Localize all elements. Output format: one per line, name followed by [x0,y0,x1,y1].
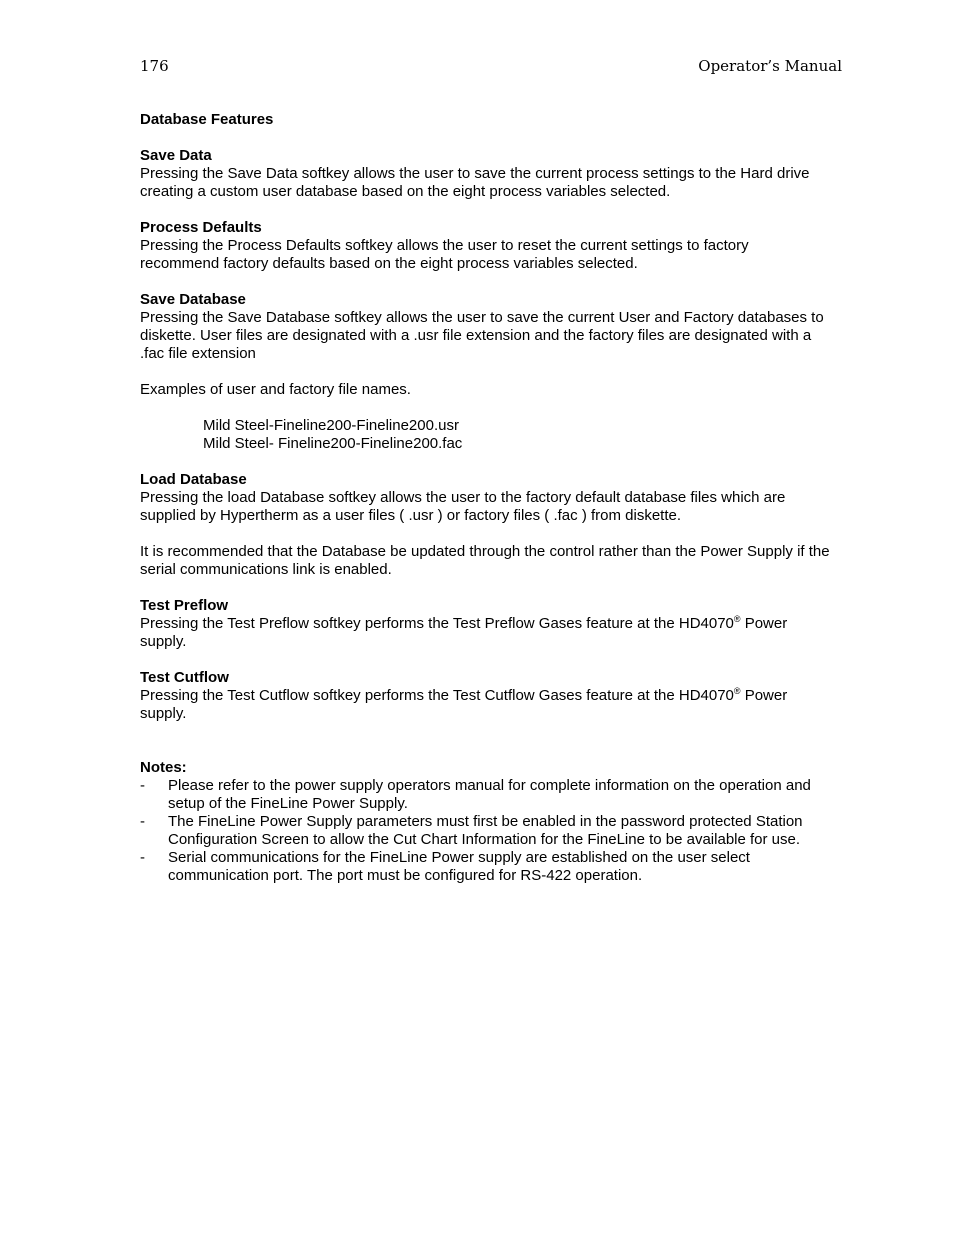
note-text: Serial communications for the FineLine Power supply are established on the user select communication port. The port must be configured for RS-422 operation. [168,849,750,884]
page-body [140,111,830,885]
note-text: Please refer to the power supply operators manual for complete information on the operation and setup of the FineLine Power Supply. [168,777,811,812]
list-item [140,813,830,849]
process-defaults-text: Pressing the Process Defaults softkey allows the user to reset the current settings to factory recommend factory defaults based on the eight process variables selected. [140,237,749,272]
load-database-recommendation: It is recommended that the Database be updated through the control rather than the Power Supply if the serial communications link is enabled. [140,543,830,578]
test-cutflow-text-end: Power supply. [140,687,788,722]
page-number: 176 [140,57,169,75]
test-preflow-text-end: Power supply. [140,615,788,650]
section-title: Database Features [140,111,274,128]
test-cutflow-text [140,687,830,723]
process-defaults-heading: Process Defaults [140,219,262,236]
notes-list [140,777,830,885]
registered-mark: ® [733,686,741,696]
save-data-text: Pressing the Save Data softkey allows the user to save the current process settings to the Hard drive creating a custom user database based on the eight process variables selected. [140,165,810,200]
note-text: The FineLine Power Supply parameters must first be enabled in the password protected Station Configuration Screen to allow the Cut Chart Information for the FineLine to be available for use. [168,813,803,848]
load-database-text: Pressing the load Database softkey allows the user to the factory default database files which are supplied by Hypertherm as a user files ( .usr ) or factory files ( .fac ) from diskette. [140,489,786,524]
registered-mark: ® [733,614,741,624]
examples-intro: Examples of user and factory file names. [140,381,411,398]
notes-heading: Notes: [140,759,187,776]
example-user-file: Mild Steel-Fineline200-Fineline200.usr [203,417,459,434]
test-preflow-text [140,615,830,651]
test-preflow-text-main: Pressing the Test Preflow softkey performs the Test Preflow Gases feature at the HD4070 [140,615,734,632]
list-item [140,849,830,885]
bullet-dash: - [140,849,145,866]
list-item [140,777,830,813]
save-data-heading: Save Data [140,147,212,164]
test-preflow-heading: Test Preflow [140,597,229,614]
load-database-heading: Load Database [140,471,247,488]
bullet-dash: - [140,813,145,830]
running-header-title: Operator’s Manual [698,57,842,75]
test-cutflow-heading: Test Cutflow [140,669,229,686]
save-database-heading: Save Database [140,291,246,308]
example-factory-file: Mild Steel- Fineline200-Fineline200.fac [203,435,463,452]
test-cutflow-text-main: Pressing the Test Cutflow softkey performs the Test Cutflow Gases feature at the HD4070 [140,687,734,704]
bullet-dash: - [140,777,145,794]
save-database-text: Pressing the Save Database softkey allows the user to save the current User and Factory databases to diskette. User files are designated with a .usr file extension and the factory files are designated with a .fac file extension [140,309,824,362]
